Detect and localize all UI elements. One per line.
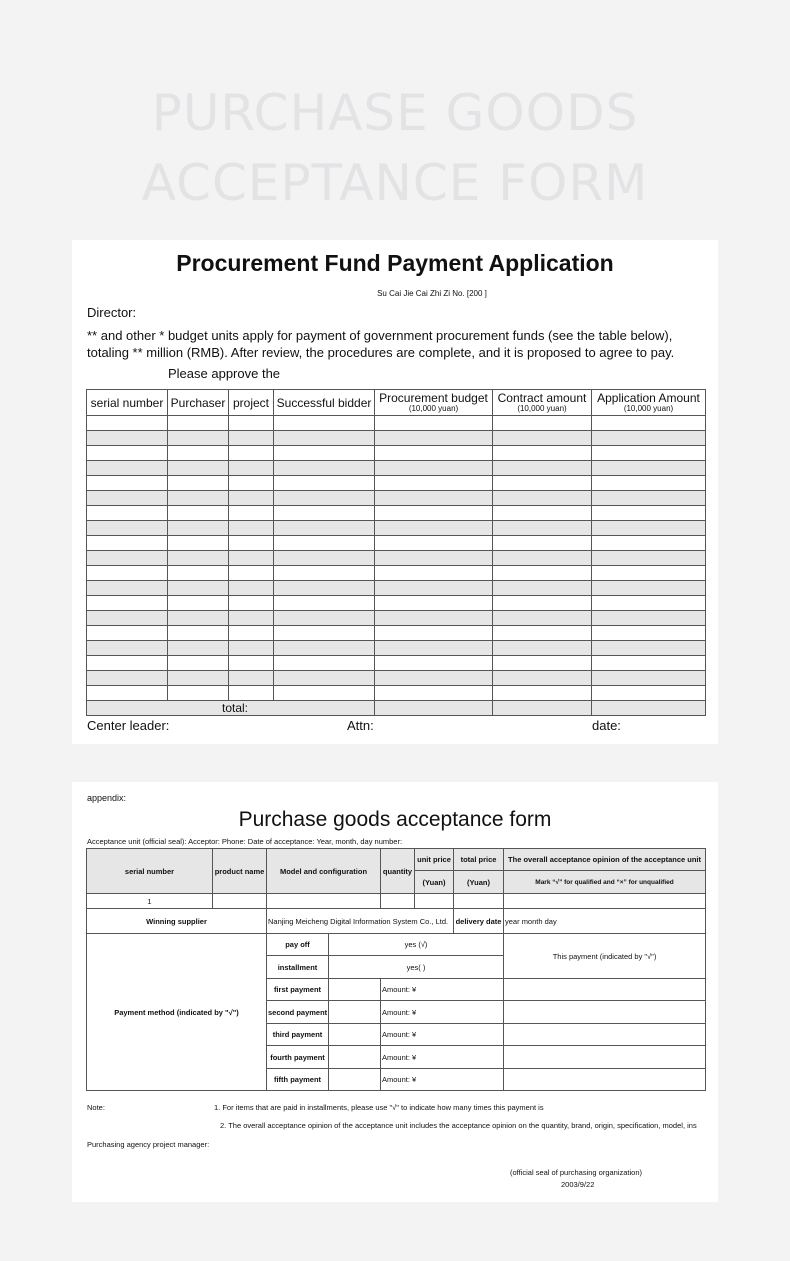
table-cell[interactable] <box>274 536 375 551</box>
table-row <box>87 521 706 536</box>
payment-label: fifth payment <box>267 1069 329 1091</box>
col-purchaser: Purchaser <box>168 390 229 416</box>
table-cell[interactable] <box>592 641 706 656</box>
payment-opinion-cell[interactable] <box>504 979 706 1001</box>
hdr-acceptance-opinion: The overall acceptance opinion of the acceptance unit <box>504 849 706 871</box>
table-cell[interactable] <box>592 656 706 671</box>
table-cell[interactable] <box>168 566 229 581</box>
col-label: Application Amount <box>597 391 700 405</box>
table-cell[interactable] <box>274 611 375 626</box>
table-cell[interactable] <box>592 521 706 536</box>
table-cell[interactable] <box>592 416 706 431</box>
table-cell[interactable] <box>274 431 375 446</box>
hdr-serial-number: serial number <box>87 849 213 894</box>
table-cell[interactable] <box>229 671 274 686</box>
table-cell[interactable] <box>493 536 592 551</box>
table-cell[interactable] <box>592 491 706 506</box>
table-row <box>87 551 706 566</box>
hdr-unit-price-yuan: (Yuan) <box>415 871 454 894</box>
payment-amount[interactable]: Amount: ¥ <box>381 1069 504 1091</box>
banner-line-1: PURCHASE GOODS <box>151 84 639 142</box>
item-cell[interactable] <box>267 894 381 909</box>
table-row <box>87 581 706 596</box>
table-cell[interactable] <box>375 461 493 476</box>
table-cell[interactable] <box>87 446 168 461</box>
note-1: 1. For items that are paid in installments, please use "√" to indicate how many times this payment is <box>214 1103 544 1112</box>
table-cell[interactable] <box>592 686 706 701</box>
payment-check-cell[interactable] <box>329 1046 381 1069</box>
col-procurement-budget <box>375 390 493 416</box>
hdr-total-price-yuan: (Yuan) <box>454 871 504 894</box>
table-cell[interactable] <box>592 566 706 581</box>
table-row <box>87 686 706 701</box>
table-cell[interactable] <box>87 551 168 566</box>
table-cell[interactable] <box>87 656 168 671</box>
col-serial-number: serial number <box>87 390 168 416</box>
col-application-amount <box>592 390 706 416</box>
note-2: 2. The overall acceptance opinion of the acceptance unit includes the acceptance opinion on the quantity, brand, origin, specification, model, ins <box>220 1121 697 1130</box>
col-contract-amount <box>493 390 592 416</box>
table-cell[interactable] <box>229 476 274 491</box>
acceptance-unit-line: Acceptance unit (official seal): Acceptor: Phone: Date of acceptance: Year, month, day number: <box>87 837 403 846</box>
table-cell[interactable] <box>592 431 706 446</box>
table-cell[interactable] <box>229 596 274 611</box>
table-cell[interactable] <box>375 626 493 641</box>
project-manager-label: Purchasing agency project manager: <box>87 1140 210 1149</box>
payment-check-cell[interactable] <box>329 1069 381 1091</box>
payment-check-cell[interactable] <box>329 1001 381 1024</box>
table-cell[interactable] <box>87 686 168 701</box>
item-cell[interactable] <box>415 894 454 909</box>
payment-amount[interactable]: Amount: ¥ <box>381 1001 504 1024</box>
item-cell[interactable] <box>381 894 415 909</box>
table-cell[interactable] <box>493 686 592 701</box>
item-cell[interactable] <box>504 894 706 909</box>
table-cell[interactable] <box>493 446 592 461</box>
hdr-product-name: product name <box>213 849 267 894</box>
table-cell[interactable] <box>229 641 274 656</box>
table-cell[interactable] <box>229 521 274 536</box>
table-cell[interactable] <box>375 641 493 656</box>
unit-label: (10,000 yuan) <box>623 404 674 413</box>
table-row <box>87 431 706 446</box>
table-cell[interactable] <box>87 416 168 431</box>
payment-opinion-cell[interactable] <box>504 1069 706 1091</box>
table-row <box>87 446 706 461</box>
table-cell[interactable] <box>493 506 592 521</box>
payment-amount[interactable]: Amount: ¥ <box>381 1024 504 1046</box>
installment-label: installment <box>267 956 329 979</box>
supplier-row <box>87 909 706 934</box>
table-cell[interactable] <box>229 611 274 626</box>
table-cell[interactable] <box>168 521 229 536</box>
table-cell[interactable] <box>168 416 229 431</box>
table-cell[interactable] <box>493 476 592 491</box>
table-cell[interactable] <box>375 446 493 461</box>
table-cell[interactable] <box>493 611 592 626</box>
table-cell[interactable] <box>168 656 229 671</box>
document-reference: Su Cai Jie Cai Zhi Zi No. [200 ] <box>377 289 487 298</box>
table-cell[interactable] <box>375 431 493 446</box>
payment-method-label: Payment method (indicated by "√") <box>87 934 267 1091</box>
table-cell[interactable] <box>493 416 592 431</box>
payment-opinion-cell[interactable] <box>504 1001 706 1024</box>
col-successful-bidder: Successful bidder <box>274 390 375 416</box>
form-date: 2003/9/22 <box>561 1180 595 1189</box>
table-cell[interactable] <box>592 611 706 626</box>
table-header-row <box>87 390 706 416</box>
table-row <box>87 491 706 506</box>
table-row <box>87 566 706 581</box>
table-cell[interactable] <box>87 626 168 641</box>
pay-off-row <box>87 934 706 956</box>
table-cell[interactable] <box>592 461 706 476</box>
table-cell[interactable] <box>375 506 493 521</box>
table-cell[interactable] <box>493 566 592 581</box>
table-cell[interactable] <box>229 656 274 671</box>
payment-check-cell[interactable] <box>329 1024 381 1046</box>
table-cell[interactable] <box>274 506 375 521</box>
total-cell[interactable] <box>493 701 592 716</box>
delivery-date-label: delivery date <box>454 909 504 934</box>
table-cell[interactable] <box>229 461 274 476</box>
table-cell[interactable] <box>274 581 375 596</box>
table-cell[interactable] <box>375 611 493 626</box>
table-cell[interactable] <box>493 581 592 596</box>
table-cell[interactable] <box>229 626 274 641</box>
table-cell[interactable] <box>87 596 168 611</box>
table-cell[interactable] <box>168 581 229 596</box>
hdr-mark-instruction: Mark “√” for qualified and “×” for unqualified <box>504 871 706 894</box>
table-row <box>87 626 706 641</box>
table-cell[interactable] <box>592 596 706 611</box>
total-label: total: <box>87 701 375 716</box>
table-cell[interactable] <box>592 476 706 491</box>
table-cell[interactable] <box>274 566 375 581</box>
table-cell[interactable] <box>274 656 375 671</box>
pay-off-value[interactable]: yes (√) <box>329 934 504 956</box>
table-cell[interactable] <box>168 641 229 656</box>
table-row <box>87 596 706 611</box>
pay-off-label: pay off <box>267 934 329 956</box>
table-cell[interactable] <box>493 551 592 566</box>
table-cell[interactable] <box>375 686 493 701</box>
table-cell[interactable] <box>87 581 168 596</box>
table-cell[interactable] <box>87 431 168 446</box>
table-cell[interactable] <box>87 491 168 506</box>
table-cell[interactable] <box>229 551 274 566</box>
table-cell[interactable] <box>274 491 375 506</box>
table-cell[interactable] <box>168 611 229 626</box>
table-row <box>87 506 706 521</box>
table-cell[interactable] <box>375 566 493 581</box>
table-cell[interactable] <box>168 431 229 446</box>
table-cell[interactable] <box>87 461 168 476</box>
official-seal-label: (official seal of purchasing organization) <box>510 1168 643 1177</box>
approve-text: Please approve the <box>168 366 281 381</box>
table-cell[interactable] <box>229 416 274 431</box>
table-cell[interactable] <box>493 431 592 446</box>
total-cell[interactable] <box>592 701 706 716</box>
table-cell[interactable] <box>168 491 229 506</box>
table-cell[interactable] <box>592 581 706 596</box>
table-cell[interactable] <box>375 551 493 566</box>
hdr-total-price: total price <box>454 849 504 871</box>
table-cell[interactable] <box>87 566 168 581</box>
item-cell[interactable] <box>454 894 504 909</box>
table-cell[interactable] <box>274 686 375 701</box>
table-cell[interactable] <box>229 446 274 461</box>
table-cell[interactable] <box>274 641 375 656</box>
date-label: date: <box>592 718 621 733</box>
table-cell[interactable] <box>274 626 375 641</box>
table-cell[interactable] <box>168 476 229 491</box>
payment-application-card <box>72 240 718 744</box>
table-cell[interactable] <box>229 581 274 596</box>
acceptance-table <box>86 848 706 1091</box>
table-cell[interactable] <box>87 521 168 536</box>
payment-amount[interactable]: Amount: ¥ <box>381 979 504 1001</box>
table-cell[interactable] <box>229 491 274 506</box>
table-cell[interactable] <box>168 626 229 641</box>
table-cell[interactable] <box>592 551 706 566</box>
table-cell[interactable] <box>87 476 168 491</box>
table-row <box>87 656 706 671</box>
appendix-label: appendix: <box>87 793 127 803</box>
table-cell[interactable] <box>274 671 375 686</box>
table-row <box>87 536 706 551</box>
table-cell[interactable] <box>493 641 592 656</box>
payment-check-cell[interactable] <box>329 979 381 1001</box>
center-leader-label: Center leader: <box>87 718 170 733</box>
table-cell[interactable] <box>493 461 592 476</box>
table-cell[interactable] <box>87 536 168 551</box>
header-row <box>87 849 706 871</box>
table-cell[interactable] <box>592 626 706 641</box>
table-cell[interactable] <box>168 446 229 461</box>
table-cell[interactable] <box>229 431 274 446</box>
this-payment-label: This payment (indicated by "√") <box>504 934 706 979</box>
table-cell[interactable] <box>375 416 493 431</box>
table-cell[interactable] <box>274 446 375 461</box>
winning-supplier-value: Nanjing Meicheng Digital Information System Co., Ltd. <box>267 909 454 934</box>
table-cell[interactable] <box>592 536 706 551</box>
table-cell[interactable] <box>375 656 493 671</box>
table-cell[interactable] <box>168 506 229 521</box>
table-cell[interactable] <box>87 671 168 686</box>
table-cell[interactable] <box>493 656 592 671</box>
table-cell[interactable] <box>493 596 592 611</box>
table-cell[interactable] <box>375 596 493 611</box>
payment-label: second payment <box>267 1001 329 1024</box>
table-cell[interactable] <box>274 521 375 536</box>
banner-title <box>0 78 790 218</box>
table-cell[interactable] <box>592 446 706 461</box>
table-cell[interactable] <box>168 686 229 701</box>
salutation: Director: <box>87 305 137 320</box>
attn-label: Attn: <box>347 718 374 733</box>
table-row <box>87 671 706 686</box>
installment-value[interactable]: yes( ) <box>329 956 504 979</box>
payment-application-title: Procurement Fund Payment Application <box>176 250 614 276</box>
hdr-unit-price: unit price <box>415 849 454 871</box>
table-cell[interactable] <box>168 536 229 551</box>
payment-label: first payment <box>267 979 329 1001</box>
table-cell[interactable] <box>274 551 375 566</box>
delivery-date-value: year month day <box>504 909 706 934</box>
payment-opinion-cell[interactable] <box>504 1046 706 1069</box>
table-cell[interactable] <box>168 596 229 611</box>
table-cell[interactable] <box>229 506 274 521</box>
table-cell[interactable] <box>168 551 229 566</box>
table-cell[interactable] <box>168 461 229 476</box>
table-row <box>87 611 706 626</box>
table-cell[interactable] <box>375 671 493 686</box>
table-cell[interactable] <box>87 506 168 521</box>
table-cell[interactable] <box>168 671 229 686</box>
table-cell[interactable] <box>592 506 706 521</box>
banner-line-2: ACCEPTANCE FORM <box>141 154 649 212</box>
table-cell[interactable] <box>493 671 592 686</box>
item-serial: 1 <box>87 894 213 909</box>
winning-supplier-label: Winning supplier <box>87 909 267 934</box>
table-cell[interactable] <box>274 416 375 431</box>
payment-label: third payment <box>267 1024 329 1046</box>
hdr-model-configuration: Model and configuration <box>267 849 381 894</box>
table-row <box>87 461 706 476</box>
note-label: Note: <box>87 1103 105 1112</box>
table-row <box>87 476 706 491</box>
table-cell[interactable] <box>375 581 493 596</box>
payment-table <box>86 389 706 716</box>
table-cell[interactable] <box>229 566 274 581</box>
table-cell[interactable] <box>274 476 375 491</box>
table-cell[interactable] <box>87 611 168 626</box>
table-row <box>87 641 706 656</box>
table-cell[interactable] <box>592 671 706 686</box>
payment-opinion-cell[interactable] <box>504 1024 706 1046</box>
table-cell[interactable] <box>493 521 592 536</box>
hdr-quantity: quantity <box>381 849 415 894</box>
table-row <box>87 416 706 431</box>
col-label: Procurement budget <box>379 391 488 405</box>
table-cell[interactable] <box>375 521 493 536</box>
table-cell[interactable] <box>229 686 274 701</box>
table-cell[interactable] <box>493 491 592 506</box>
table-cell[interactable] <box>375 491 493 506</box>
payment-amount[interactable]: Amount: ¥ <box>381 1046 504 1069</box>
col-project: project <box>229 390 274 416</box>
table-cell[interactable] <box>493 626 592 641</box>
table-cell[interactable] <box>274 596 375 611</box>
total-row <box>87 701 706 716</box>
item-row <box>87 894 706 909</box>
application-body: ** and other * budget units apply for payment of government procurement funds (see the table below), totaling ** million (RMB). After review, the procedures are complete, and it is proposed to agree to pay. <box>87 328 675 360</box>
unit-label: (10,000 yuan) <box>517 404 567 413</box>
acceptance-form-card <box>72 782 718 1202</box>
unit-label: (10,000 yuan) <box>408 404 459 413</box>
col-label: Contract amount <box>497 391 587 405</box>
table-cell[interactable] <box>274 461 375 476</box>
table-cell[interactable] <box>375 536 493 551</box>
table-cell[interactable] <box>375 476 493 491</box>
table-cell[interactable] <box>229 536 274 551</box>
table-cell[interactable] <box>87 641 168 656</box>
acceptance-form-title: Purchase goods acceptance form <box>238 808 552 831</box>
payment-label: fourth payment <box>267 1046 329 1069</box>
total-cell[interactable] <box>375 701 493 716</box>
item-cell[interactable] <box>213 894 267 909</box>
